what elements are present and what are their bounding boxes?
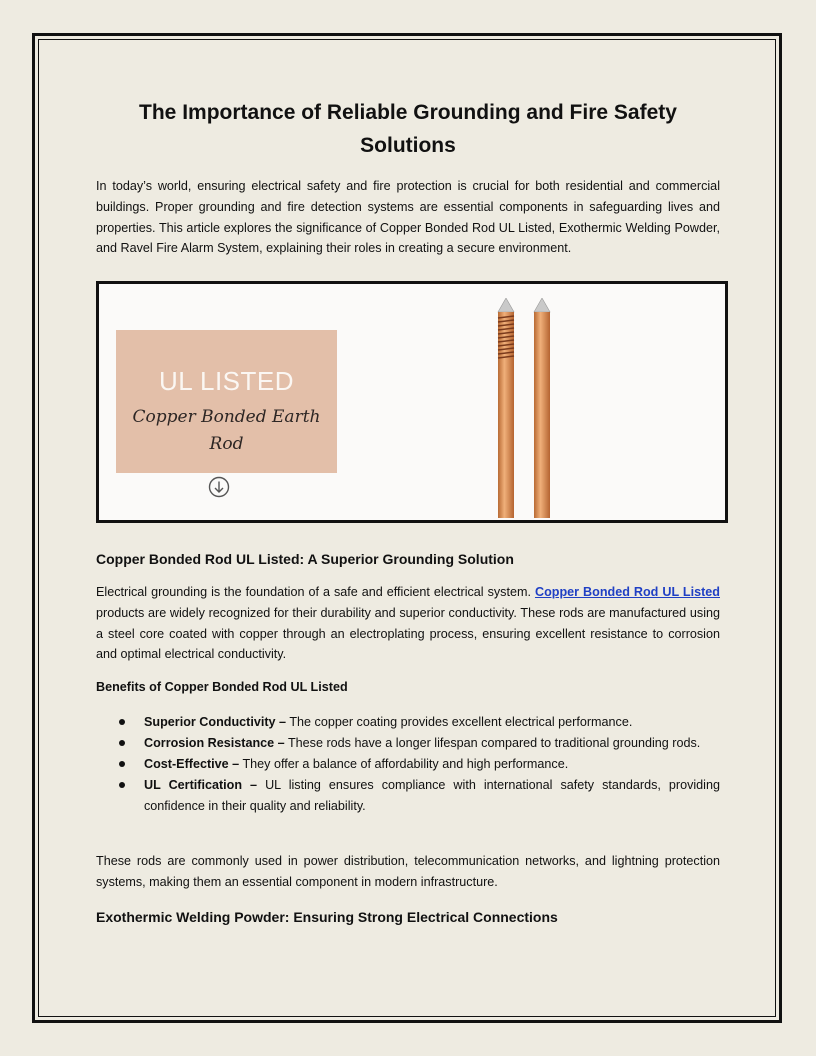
label-subtitle [116,404,337,458]
list-item [96,775,720,817]
bullet-icon [119,740,125,746]
benefit-text: The copper coating provides excellent electrical performance. [286,715,633,729]
benefit-term: Corrosion Resistance – [144,736,285,750]
ul-listed-label [116,330,337,473]
benefit-term: Cost-Effective – [144,757,240,771]
list-item [96,754,720,775]
plain-copper-rod [530,298,554,518]
label-subtitle-line1: Copper Bonded Earth [132,407,321,427]
benefits-title: Benefits of Copper Bonded Rod UL Listed [96,680,348,694]
copper-rod-paragraph [96,582,720,665]
download-icon [208,476,230,498]
bullet-icon [119,761,125,767]
bullet-icon [119,782,125,788]
label-subtitle-line2: Rod [209,434,244,454]
benefit-text: These rods have a longer lifespan compared to traditional grounding rods. [284,736,701,750]
list-item [96,712,720,733]
benefit-term: Superior Conductivity – [144,715,287,729]
closing-paragraph: These rods are commonly used in power distribution, telecommunication networks, and lightning protection systems, making them an essential component in modern infrastructure. [96,854,720,889]
threaded-copper-rod [494,298,518,518]
bullet-icon [119,719,125,725]
section-heading-copper-rod: Copper Bonded Rod UL Listed: A Superior Grounding Solution [96,551,514,567]
page-title: The Importance of Reliable Grounding and Fire Safety Solutions [139,101,677,157]
section-heading-exothermic: Exothermic Welding Powder: Ensuring Strong Electrical Connections [96,909,558,925]
benefit-term: UL Certification – [144,778,258,792]
benefit-text: UL listing ensures compliance with international safety standards, providing confidence in their quality and reliability. [144,778,720,813]
list-item [96,733,720,754]
paragraph-text-cont: products are widely recognized for their durability and superior conductivity. These rods are manufactured using a steel core coated with copper through an electroplating process, ensuring excellent resistance to corrosion and optimal electrical conductivity. [96,605,720,662]
benefits-list [96,712,720,817]
label-title: UL LISTED [158,366,295,396]
page-content [96,96,720,925]
intro-paragraph: In today’s world, ensuring electrical safety and fire protection is crucial for both residential and commercial buildings. Proper grounding and fire detection systems are essential components in safeguarding lives and properties. This article explores the significance of Copper Bonded Rod UL Listed, Exothermic Welding Powder, and Ravel Fire Alarm System, explaining their roles in creating a secure environment. [96,179,720,256]
product-image [96,281,728,523]
copper-bonded-rod-link[interactable]: Copper Bonded Rod UL Listed [534,585,720,599]
benefit-text: They offer a balance of affordability and high performance. [239,757,569,771]
paragraph-text: Electrical grounding is the foundation of a safe and efficient electrical system. [96,585,535,599]
